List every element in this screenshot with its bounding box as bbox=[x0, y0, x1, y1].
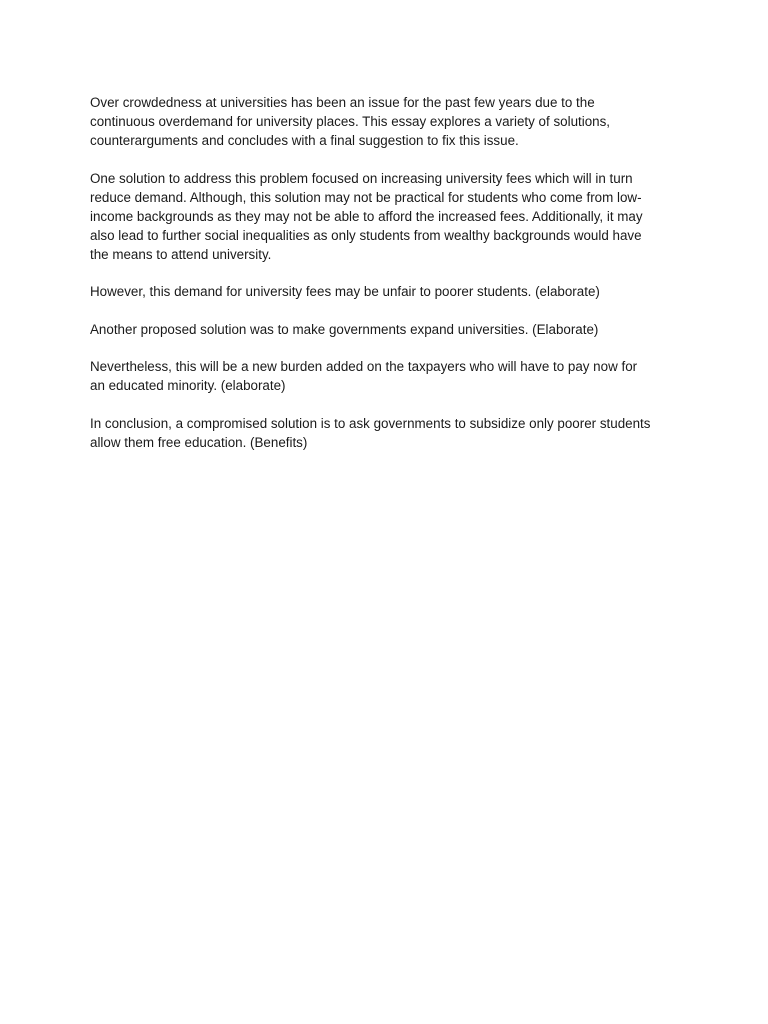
paragraph-second-solution bbox=[90, 320, 680, 339]
paragraph-conclusion bbox=[90, 414, 680, 452]
paragraph-introduction bbox=[90, 93, 680, 150]
paragraph-first-solution bbox=[90, 169, 680, 264]
text-line: income backgrounds as they may not be able to afford the increased fees. Additionally, it may bbox=[90, 208, 643, 224]
text-line: the means to attend university. bbox=[90, 246, 272, 262]
text-line: One solution to address this problem focused on increasing university fees which will in turn bbox=[90, 170, 633, 186]
text-line: Nevertheless, this will be a new burden added on the taxpayers who will have to pay now for bbox=[90, 359, 638, 374]
paragraph-second-counterargument bbox=[90, 357, 680, 395]
text-line: However, this demand for university fees may be unfair to poorer students. (elaborate) bbox=[90, 284, 600, 299]
paragraph-first-counterargument bbox=[90, 282, 680, 301]
essay-body bbox=[90, 93, 680, 470]
text-line: also lead to further social inequalities as only students from wealthy backgrounds would have bbox=[90, 227, 642, 243]
text-line: allow them free education. (Benefits) bbox=[90, 434, 308, 450]
text-line: counterarguments and concludes with a final suggestion to fix this issue. bbox=[90, 133, 519, 148]
text-line: an educated minority. (elaborate) bbox=[90, 378, 286, 393]
text-line: continuous overdemand for university places. This essay explores a variety of solutions, bbox=[90, 114, 611, 129]
text-line: reduce demand. Although, this solution may not be practical for students who come from low- bbox=[90, 189, 642, 205]
text-line: Another proposed solution was to make governments expand universities. (Elaborate) bbox=[90, 321, 599, 337]
text-line: Over crowdedness at universities has been an issue for the past few years due to the bbox=[90, 95, 595, 110]
text-line: In conclusion, a compromised solution is to ask governments to subsidize only poorer students bbox=[90, 415, 651, 431]
